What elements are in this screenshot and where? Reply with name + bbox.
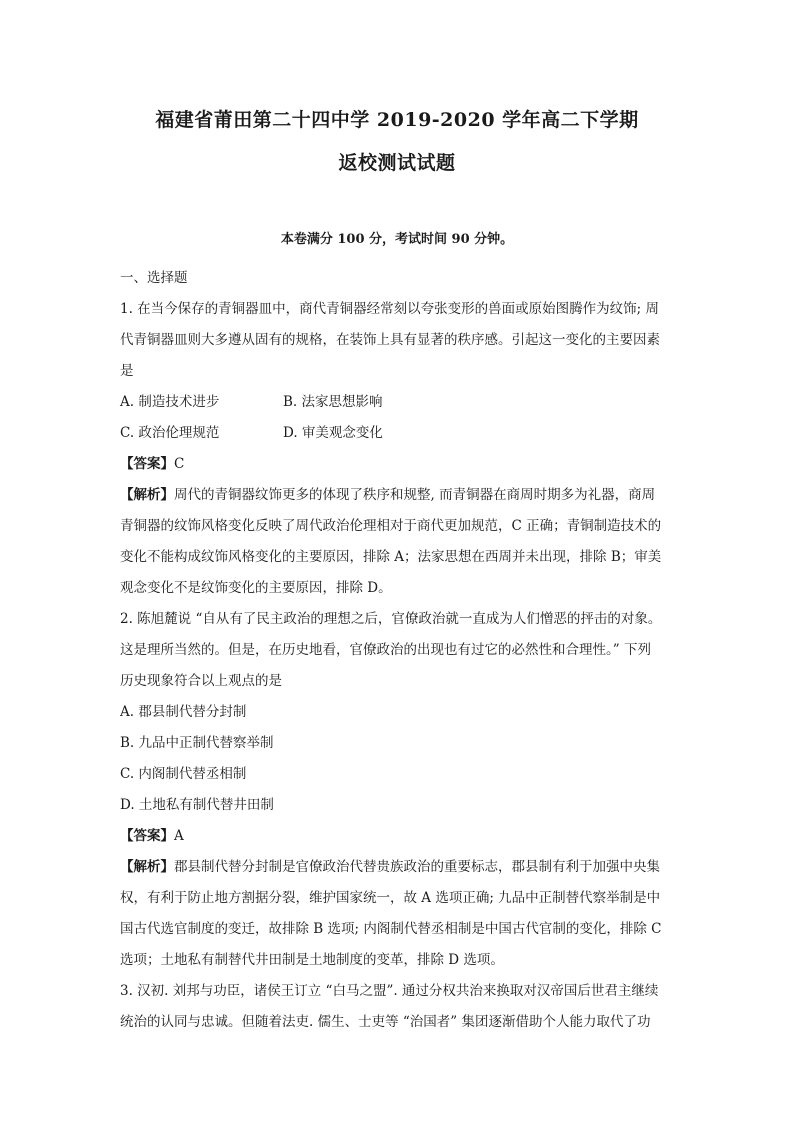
- q1-stem-line-1: 1. 在当今保存的青铜器皿中，商代青铜器经常刻以夸张变形的兽面或原始图腾作为纹饰; 周: [120, 301, 660, 317]
- q1-stem-line-3: 是: [120, 363, 134, 379]
- q1-option-d: D. 审美观念变化: [283, 425, 383, 441]
- q1-option-b: B. 法家思想影响: [283, 394, 383, 410]
- q2-analysis-line-4: 选项；土地私有制替代井田制是土地制度的变革，排除 D 选项。: [120, 952, 504, 968]
- q1-option-c: C. 政治伦理规范: [120, 425, 220, 441]
- q2-analysis-line-3: 国古代选官制度的变迁，故排除 B 选项; 内阁制代替丞相制是中国古代官制的变化，排除 C: [120, 921, 662, 937]
- q2-option-d: D. 土地私有制代替井田制: [120, 797, 274, 813]
- analysis-text: 周代的青铜器纹饰更多的体现了秩序和规整, 而青铜器在商周时期多为礼器，商周: [174, 487, 656, 503]
- q2-option-a: A. 郡县制代替分封制: [120, 704, 247, 720]
- q3-stem-line-2: 统治的认同与忠诚。但随着法吏. 儒生、士吏等 “治国者” 集团逐渐借助个人能力取代了功: [120, 1014, 651, 1030]
- answer-value: A: [174, 828, 184, 844]
- document-title-line1: 福建省莆田第二十四中学 2019-2020 学年高二下学期: [155, 109, 639, 131]
- q2-analysis-line-1: [120, 855, 680, 875]
- q2-option-b: B. 九品中正制代替察举制: [120, 735, 274, 751]
- q1-analysis-line-2: 青铜器的纹饰风格变化反映了周代政治伦理相对于商代更加规范，C 正确；青铜制造技术的: [120, 518, 662, 534]
- q1-analysis-line-1: [120, 483, 680, 503]
- document-title-line2: 返校测试试题: [338, 152, 456, 174]
- q2-analysis-line-2: 权，有利于防止地方割据分裂，维护国家统一，故 A 选项正确; 九品中正制替代察举制是中: [120, 890, 661, 906]
- answer-value: C: [174, 456, 185, 472]
- q2-option-c: C. 内阁制代替丞相制: [120, 766, 247, 782]
- section-heading: 一、选择题: [120, 270, 188, 286]
- analysis-text: 郡县制代替分封制是官僚政治代替贵族政治的重要标志，郡县制有利于加强中央集: [174, 859, 660, 875]
- q3-stem-line-1: 3. 汉初. 刘邦与功臣，诸侯王订立 “白马之盟”. 通过分权共治来换取对汉帝国后世君主继续: [120, 983, 659, 999]
- q2-stem-line-3: 历史现象符合以上观点的是: [120, 673, 282, 689]
- exam-info: 本卷满分 100 分，考试时间 90 分钟。: [280, 232, 514, 247]
- q1-option-a: A. 制造技术进步: [120, 394, 220, 410]
- answer-label: 【答案】: [120, 456, 174, 472]
- q1-stem-line-2: 代青铜器皿则大多遵从固有的规格，在装饰上具有显著的秩序感。引起这一变化的主要因素: [120, 332, 660, 348]
- analysis-label: 【解析】: [120, 859, 174, 875]
- q2-stem-line-2: 这是理所当然的。但是，在历史地看，官僚政治的出现也有过它的必然性和合理性。” 下列: [120, 642, 651, 658]
- q2-stem-line-1: 2. 陈旭麓说 “自从有了民主政治的理想之后，官僚政治就一直成为人们憎恶的抨击的对象。: [120, 611, 662, 627]
- q1-answer: [120, 452, 680, 472]
- q2-answer: [120, 824, 680, 844]
- q1-analysis-line-4: 观念变化不是纹饰变化的主要原因，排除 D。: [120, 580, 392, 596]
- q1-analysis-line-3: 变化不能构成纹饰风格变化的主要原因，排除 A；法家思想在西周并未出现，排除 B；审美: [120, 549, 662, 565]
- analysis-label: 【解析】: [120, 487, 174, 503]
- answer-label: 【答案】: [120, 828, 174, 844]
